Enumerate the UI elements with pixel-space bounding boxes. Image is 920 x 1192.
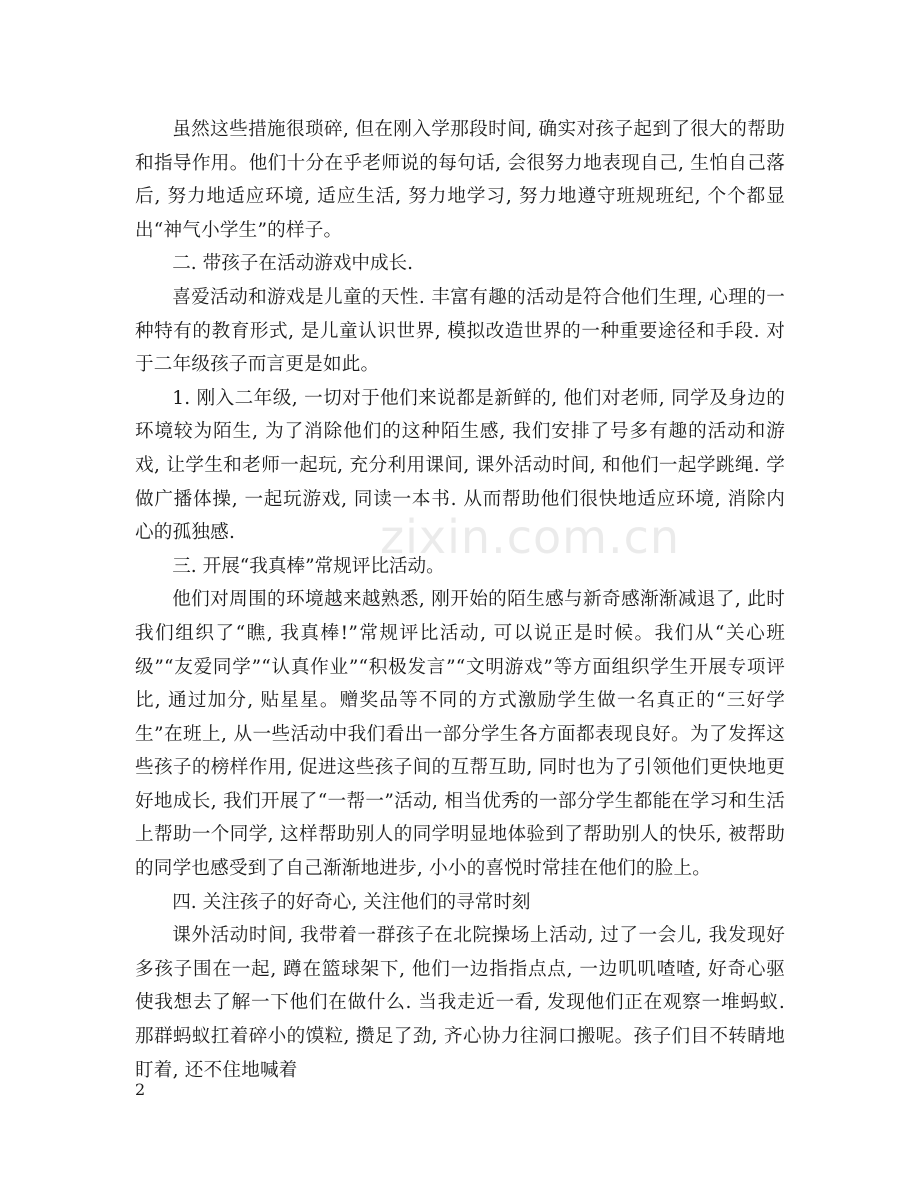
section-heading: 三. 开展“我真棒”常规评比活动。 xyxy=(172,555,445,577)
paragraph: 课外活动时间, 我带着一群孩子在北院操场上活动, 过了一会儿, 我发现好多孩子围在一起, 蹲在篮球架下, 他们一边指指点点, 一边叽叽喳喳, 好奇心驱使我想去了解一下他们在做什么. 当我走近一看, 发现他们正在观察一堆蚂蚁. 那群蚂蚁扛着碎小的馍粒, 攒足了劲, 齐心协力往洞口搬呢。孩子们目不转睛地盯着, 还不住地喊着 xyxy=(135,925,785,1081)
section-heading: 二. 带孩子在活动游戏中成长. xyxy=(172,253,414,275)
watermark: zixin.com.cn xyxy=(380,510,681,564)
paragraph: 喜爱活动和游戏是儿童的天性. 丰富有趣的活动是符合他们生理, 心理的一种特有的教育形式, 是儿童认识世界, 模拟改造世界的一种重要途径和手段. 对于二年级孩子而言更是如此。 xyxy=(135,286,785,376)
paragraph: 1. 刚入二年级, 一切对于他们来说都是新鲜的, 他们对老师, 同学及身边的环境较为陌生, 为了消除他们的这种陌生感, 我们安排了号多有趣的活动和游戏, 让学生和老师一起玩, 充分利用课间, 课外活动时间, 和他们一起学跳绳. 学做广播体操, 一起玩游戏, 同读一本书. 从而帮助他们很快地适应环境, 消除内心的孤独感. xyxy=(135,387,785,544)
page-number: 2 xyxy=(135,1080,146,1099)
document-body xyxy=(135,113,785,1087)
section-heading: 四. 关注孩子的好奇心, 关注他们的寻常时刻 xyxy=(172,891,531,913)
paragraph: 虽然这些措施很琐碎, 但在刚入学那段时间, 确实对孩子起到了很大的帮助和指导作用。他们十分在乎老师说的每句话, 会很努力地表现自己, 生怕自己落后, 努力地适应环境, 适应生活, 努力地学习, 努力地遵守班规班纪, 个个都显出“神气小学生”的样子。 xyxy=(135,119,785,241)
paragraph: 他们对周围的环境越来越熟悉, 刚开始的陌生感与新奇感渐渐减退了, 此时我们组织了“瞧, 我真棒!”常规评比活动, 可以说正是时候。我们从“关心班级”“友爱同学”“认真作业”“积极发言”“文明游戏”等方面组织学生开展专项评比, 通过加分, 贴星星。赠奖品等不同的方式激励学生做一名真正的“三好学生”在班上, 从一些活动中我们看出一部分学生各方面都表现良好。为了发挥这些孩子的榜样作用, 促进这些孩子间的互帮互助, 同时也为了引领他们更快地更好地成长, 我们开展了“一帮一”活动, 相当优秀的一部分学生都能在学习和生活上帮助一个同学, 这样帮助别人的同学明显地体验到了帮助别人的快乐, 被帮助的同学也感受到了自己渐渐地进步, 小小的喜悦时常挂在他们的脸上。 xyxy=(135,589,785,880)
